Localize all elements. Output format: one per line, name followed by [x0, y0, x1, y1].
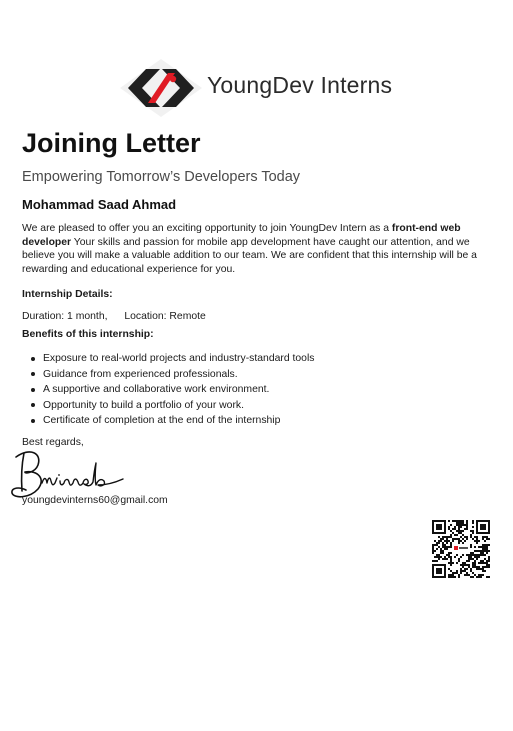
- list-item: Certificate of completion at the end of the internship: [22, 413, 314, 429]
- handwritten-signature: [8, 445, 133, 501]
- list-item: A supportive and collaborative work environment.: [22, 382, 314, 398]
- list-item: Guidance from experienced professionals.: [22, 367, 314, 383]
- contact-email: youngdevinterns60@gmail.com: [22, 495, 168, 506]
- closing-regards: Best regards,: [22, 437, 84, 448]
- location-text: Location: Remote: [124, 311, 206, 322]
- intro-text-part1: We are pleased to offer you an exciting opportunity to join YoungDev Intern as a: [22, 223, 392, 234]
- page-title: Joining Letter: [22, 128, 201, 158]
- recipient-name: Mohammad Saad Ahmad: [22, 197, 177, 212]
- ydi-logo-icon: [118, 57, 204, 119]
- intro-role: front-end web developer: [22, 223, 461, 248]
- brand-logo: [118, 57, 408, 119]
- intro-text-part2: Your skills and passion for mobile app development have caught our attention, and we believe you will make a valuable addition to our team. We are confident that this internship will be a rewarding and educational experience for you.: [22, 236, 477, 275]
- duration-text: Duration: 1 month,: [22, 311, 108, 322]
- benefits-heading: Benefits of this internship:: [22, 329, 154, 340]
- benefits-list: [22, 351, 314, 429]
- details-row: [22, 311, 206, 322]
- page-subtitle: Empowering Tomorrow’s Developers Today: [22, 169, 301, 185]
- list-item: Opportunity to build a portfolio of your work.: [22, 398, 314, 414]
- qr-code-icon: [432, 520, 490, 578]
- list-item: Exposure to real-world projects and industry-standard tools: [22, 351, 314, 367]
- details-heading: Internship Details:: [22, 289, 113, 300]
- brand-name: YoungDev Interns: [207, 72, 393, 98]
- intro-paragraph: [22, 222, 478, 276]
